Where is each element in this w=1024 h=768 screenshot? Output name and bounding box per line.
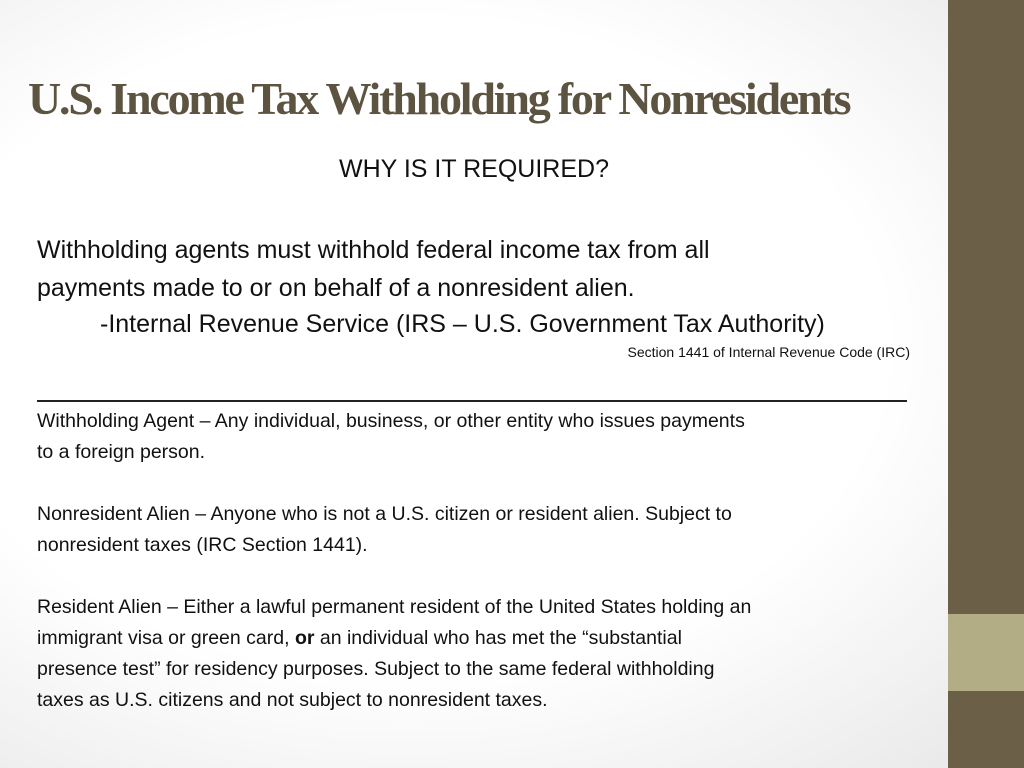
irs-quote	[37, 231, 917, 307]
quote-line-1: Withholding agents must withhold federal income tax from all	[37, 236, 710, 264]
definition-nonresident-alien	[37, 499, 927, 561]
definition-line: Nonresident Alien – Anyone who is not a U.S. citizen or resident alien. Subject to	[37, 503, 732, 525]
slide-title: U.S. Income Tax Withholding for Nonresidents	[28, 73, 850, 124]
sidebar-accent-light	[948, 614, 1024, 691]
definition-line: Resident Alien – Either a lawful permanent resident of the United States holding an	[37, 596, 752, 618]
definition-line	[37, 623, 927, 654]
definition-resident-alien	[37, 592, 927, 716]
divider-line	[37, 400, 907, 402]
definition-line: Withholding Agent – Any individual, business, or other entity who issues payments	[37, 410, 745, 432]
subheading: WHY IS IT REQUIRED?	[339, 155, 609, 183]
definition-line: nonresident taxes (IRC Section 1441).	[37, 534, 368, 556]
definition-line: taxes as U.S. citizens and not subject to nonresident taxes.	[37, 689, 548, 711]
definition-text: immigrant visa or green card,	[37, 627, 290, 649]
definition-line: presence test” for residency purposes. Subject to the same federal withholding	[37, 658, 715, 680]
emphasis-or: or	[294, 627, 315, 649]
quote-attribution: -Internal Revenue Service (IRS – U.S. Government Tax Authority)	[100, 310, 825, 338]
definition-text: an individual who has met the “substantial	[319, 627, 682, 649]
irc-citation: Section 1441 of Internal Revenue Code (IRC)	[627, 344, 910, 360]
quote-line-2: payments made to or on behalf of a nonresident alien.	[37, 274, 635, 302]
definitions-section	[37, 406, 927, 747]
definition-withholding-agent	[37, 406, 927, 468]
definition-line: to a foreign person.	[37, 441, 206, 463]
